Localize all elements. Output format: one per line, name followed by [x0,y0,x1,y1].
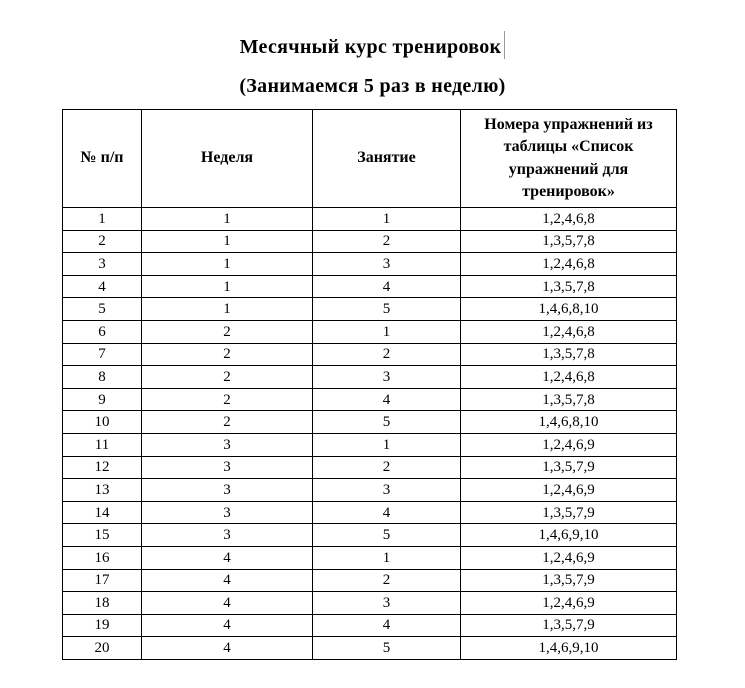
column-header-session: Занятие [313,110,461,208]
table-row [63,343,677,366]
table-cell: 8 [63,366,142,389]
table-row [63,230,677,253]
table-row [63,366,677,389]
table-cell: 2 [63,230,142,253]
table-row [63,479,677,502]
table-row [63,501,677,524]
table-cell: 3 [313,366,461,389]
table-row [63,433,677,456]
table-cell: 1,2,4,6,8 [461,366,677,389]
table-cell: 1,4,6,8,10 [461,298,677,321]
table-cell: 1,2,4,6,9 [461,592,677,615]
table-cell: 5 [313,524,461,547]
page-subtitle: (Занимаемся 5 раз в неделю) [239,75,506,97]
table-cell: 5 [313,411,461,434]
table-cell: 1 [142,275,313,298]
table-cell: 3 [313,253,461,276]
table-cell: 19 [63,614,142,637]
table-row [63,208,677,231]
table-cell: 3 [142,433,313,456]
table-cell: 1 [142,230,313,253]
table-row [63,546,677,569]
table-cell: 5 [63,298,142,321]
table-cell: 1 [313,320,461,343]
table-cell: 7 [63,343,142,366]
table-cell: 1 [142,208,313,231]
table-cell: 2 [142,388,313,411]
header-row [63,110,677,208]
table-cell: 3 [313,592,461,615]
table-cell: 1,3,5,7,8 [461,388,677,411]
table-cell: 3 [142,456,313,479]
table-row [63,524,677,547]
table-cell: 3 [313,479,461,502]
table-row [63,298,677,321]
table-cell: 6 [63,320,142,343]
table-cell: 1,3,5,7,8 [461,343,677,366]
table-body [63,208,677,660]
table-cell: 2 [313,456,461,479]
table-cell: 2 [142,343,313,366]
table-cell: 1,3,5,7,9 [461,569,677,592]
table-cell: 1,3,5,7,8 [461,230,677,253]
table-cell: 1,3,5,7,9 [461,614,677,637]
table-cell: 11 [63,433,142,456]
table-header [63,110,677,208]
table-row [63,388,677,411]
table-cell: 4 [63,275,142,298]
table-cell: 2 [142,366,313,389]
table-cell: 4 [142,569,313,592]
table-cell: 2 [313,343,461,366]
table-cell: 1,3,5,7,9 [461,456,677,479]
table-row [63,637,677,660]
title-row [0,31,745,60]
table-cell: 3 [142,524,313,547]
table-row [63,320,677,343]
table-cell: 5 [313,637,461,660]
table-cell: 1 [142,253,313,276]
table-cell: 17 [63,569,142,592]
training-schedule-table [62,109,677,660]
table-cell: 1,4,6,9,10 [461,524,677,547]
column-header-week: Неделя [142,110,313,208]
column-header-exercises: Номера упражнений из таблицы «Список упражнений для тренировок» [461,110,677,208]
table-cell: 1,2,4,6,8 [461,253,677,276]
table-cell: 12 [63,456,142,479]
table-cell: 4 [313,388,461,411]
table-cell: 1,2,4,6,9 [461,479,677,502]
table-cell: 2 [313,569,461,592]
table-row [63,275,677,298]
table-cell: 20 [63,637,142,660]
table-cell: 3 [142,479,313,502]
table-cell: 2 [142,320,313,343]
table-cell: 1 [313,208,461,231]
table-row [63,592,677,615]
table-cell: 1,2,4,6,8 [461,208,677,231]
table-row [63,411,677,434]
table-cell: 14 [63,501,142,524]
table-cell: 4 [142,546,313,569]
page-title: Месячный курс тренировок [239,36,502,58]
table-cell: 2 [142,411,313,434]
column-header-number: № п/п [63,110,142,208]
table-cell: 16 [63,546,142,569]
table-cell: 2 [313,230,461,253]
table-cell: 1 [313,546,461,569]
table-cell: 4 [313,501,461,524]
table-row [63,614,677,637]
table-cell: 4 [142,614,313,637]
table-row [63,456,677,479]
table-cell: 15 [63,524,142,547]
table-cell: 1,2,4,6,9 [461,546,677,569]
table-cell: 3 [63,253,142,276]
table-cell: 4 [313,614,461,637]
table-cell: 4 [313,275,461,298]
document-page [0,31,745,688]
table-cell: 13 [63,479,142,502]
table-cell: 18 [63,592,142,615]
table-cell: 3 [142,501,313,524]
table-row [63,569,677,592]
table-cell: 1,4,6,9,10 [461,637,677,660]
table-cell: 4 [142,592,313,615]
table-cell: 1,2,4,6,8 [461,320,677,343]
table-cell: 1,4,6,8,10 [461,411,677,434]
table-cell: 1 [63,208,142,231]
table-cell: 1,2,4,6,9 [461,433,677,456]
table-cell: 4 [142,637,313,660]
table-cell: 1,3,5,7,8 [461,275,677,298]
table-cell: 1 [142,298,313,321]
text-cursor-caret [504,31,505,59]
table-cell: 1 [313,433,461,456]
table-cell: 5 [313,298,461,321]
table-cell: 1,3,5,7,9 [461,501,677,524]
table-cell: 9 [63,388,142,411]
table-cell: 10 [63,411,142,434]
table-row [63,253,677,276]
